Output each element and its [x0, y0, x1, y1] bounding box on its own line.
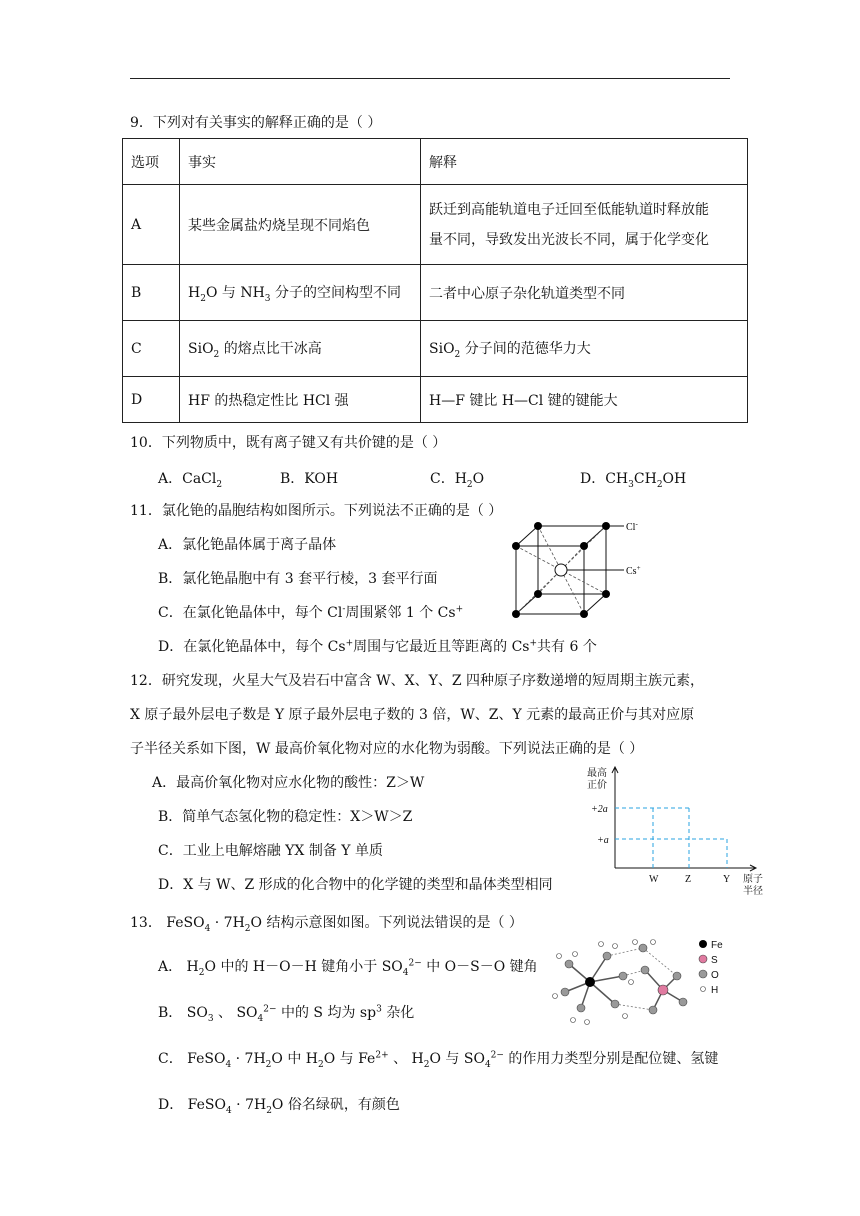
row-fact: SiO$_2$ 的熔点比干冰高 — [180, 321, 421, 377]
header-explanation: 解释 — [421, 139, 748, 185]
q10-option-b: B．KOH — [280, 471, 339, 487]
q12-option-b: B．简单气态氢化物的稳定性：X＞W＞Z — [158, 809, 413, 825]
row-option: C — [123, 321, 180, 377]
header-fact: 事实 — [180, 139, 421, 185]
q13-option-c: C． FeSO$_4$ · $7H_2O$ 中 $H_2O$ 与 $Fe^{2+}$ 、 $H_2O$ 与 $SO_4^{2-}$ 的作用力类型分别是配位键、氢键 — [158, 1050, 719, 1070]
chart-xlabel-2: 半径 — [743, 886, 763, 897]
svg-text:Fe: Fe — [711, 940, 723, 951]
svg-text:S: S — [711, 955, 718, 966]
q11-option-c: C．在氯化铯晶体中，每个 Cl-周围紧邻 1 个 Cs+ — [158, 604, 464, 621]
feso4-structure-diagram — [545, 932, 735, 1032]
chart-xtick-z: Z — [685, 874, 692, 885]
table-row — [123, 185, 748, 265]
chart-xtick-y: Y — [723, 874, 731, 885]
q10-option-c: C．$H_2O$ — [430, 471, 485, 490]
expl-line-2: 量不同，导致发出光波长不同，属于化学变化 — [429, 231, 709, 248]
row-fact: $H_2O$ 与 $NH_3$ 分子的空间构型不同 — [180, 265, 421, 321]
q13-option-d: D． FeSO$_4$ · $7H_2O$ 俗名绿矾，有颜色 — [158, 1097, 400, 1116]
q9-stem: 9．下列对有关事实的解释正确的是（ ） — [130, 115, 382, 131]
header-option: 选项 — [123, 139, 180, 185]
table-row — [123, 265, 748, 321]
chart-ylabel-2: 正价 — [587, 780, 607, 791]
q13-option-a: A． $H_2O$ 中的 H－O－H 键角小于 $SO_4^{2-}$ 中 O－S－O 键角 — [158, 958, 538, 978]
q12-option-a: A．最高价氧化物对应水化物的酸性：Z＞W — [152, 775, 425, 791]
svg-text:H: H — [711, 985, 719, 996]
s-atom — [658, 985, 668, 995]
svg-text:Cl-: Cl- — [626, 520, 638, 533]
chart-ytick-2a: +2a — [591, 804, 608, 815]
chart-ylabel-1: 最高 — [587, 768, 607, 779]
row-explanation — [421, 185, 748, 265]
row-explanation: H—F 键比 H—Cl 键的键能大 — [421, 377, 748, 423]
row-fact: HF 的热稳定性比 HCl 强 — [180, 377, 421, 423]
cscl-unit-cell-diagram — [500, 518, 650, 628]
row-option: D — [123, 377, 180, 423]
radius-valence-chart — [585, 762, 770, 902]
header-rule — [130, 78, 730, 79]
chart-ytick-a: +a — [597, 835, 609, 846]
row-option: A — [123, 185, 180, 265]
chart-xtick-w: W — [649, 874, 659, 885]
q13-option-b: B． $SO_3$ 、 $SO_4^{2-}$ 中的 S 均为 $sp^3$ 杂化 — [158, 1004, 415, 1024]
q11-option-b: B．氯化铯晶胞中有 3 套平行棱，3 套平行面 — [158, 571, 438, 587]
q11-option-a: A．氯化铯晶体属于离子晶体 — [158, 537, 337, 553]
row-option: B — [123, 265, 180, 321]
q10-option-a: A．CaCl$_2$ — [158, 471, 223, 490]
q12-stem-line-2: X 原子最外层电子数是 Y 原子最外层电子数的 3 倍，W、Z、Y 元素的最高正价与其对应原 — [130, 707, 695, 723]
q12-stem-line-3: 子半径关系如下图，W 最高价氧化物对应的水化物为弱酸。下列说法正确的是（ ） — [130, 741, 644, 757]
q11-stem: 11．氯化铯的晶胞结构如图所示。下列说法不正确的是（ ） — [130, 503, 503, 519]
svg-text:Cs+: Cs+ — [626, 564, 641, 577]
q13-stem: 13． FeSO$_4$ · $7H_2O$ 结构示意图如图。下列说法错误的是（ ） — [130, 915, 523, 934]
q10-stem: 10．下列物质中，既有离子键又有共价键的是（ ） — [130, 435, 447, 451]
q12-stem-line-1: 12．研究发现，火星大气及岩石中富含 W、X、Y、Z 四种原子序数递增的短周期主族元素， — [130, 673, 705, 689]
expl-line-1: 跃迁到高能轨道电子迁回至低能轨道时释放能 — [429, 201, 709, 218]
row-explanation: 二者中心原子杂化轨道类型不同 — [421, 265, 748, 321]
q12-option-c: C．工业上电解熔融 YX 制备 Y 单质 — [158, 843, 383, 859]
row-explanation: SiO$_2$ 分子间的范德华力大 — [421, 321, 748, 377]
q10-option-d: D．$CH_3CH_2OH$ — [580, 471, 687, 490]
table-row — [123, 377, 748, 423]
chart-xlabel-1: 原子 — [743, 874, 763, 885]
q12-option-d: D．X 与 W、Z 形成的化合物中的化学键的类型和晶体类型相同 — [158, 877, 553, 893]
row-fact: 某些金属盐灼烧呈现不同焰色 — [180, 185, 421, 265]
fe-atom — [585, 977, 595, 987]
q9-table — [122, 138, 748, 423]
table-header-row — [123, 139, 748, 185]
q11-option-d: D．在氯化铯晶体中，每个 Cs+周围与它最近且等距离的 Cs+共有 6 个 — [158, 638, 597, 655]
table-row — [123, 321, 748, 377]
svg-text:O: O — [711, 970, 719, 981]
